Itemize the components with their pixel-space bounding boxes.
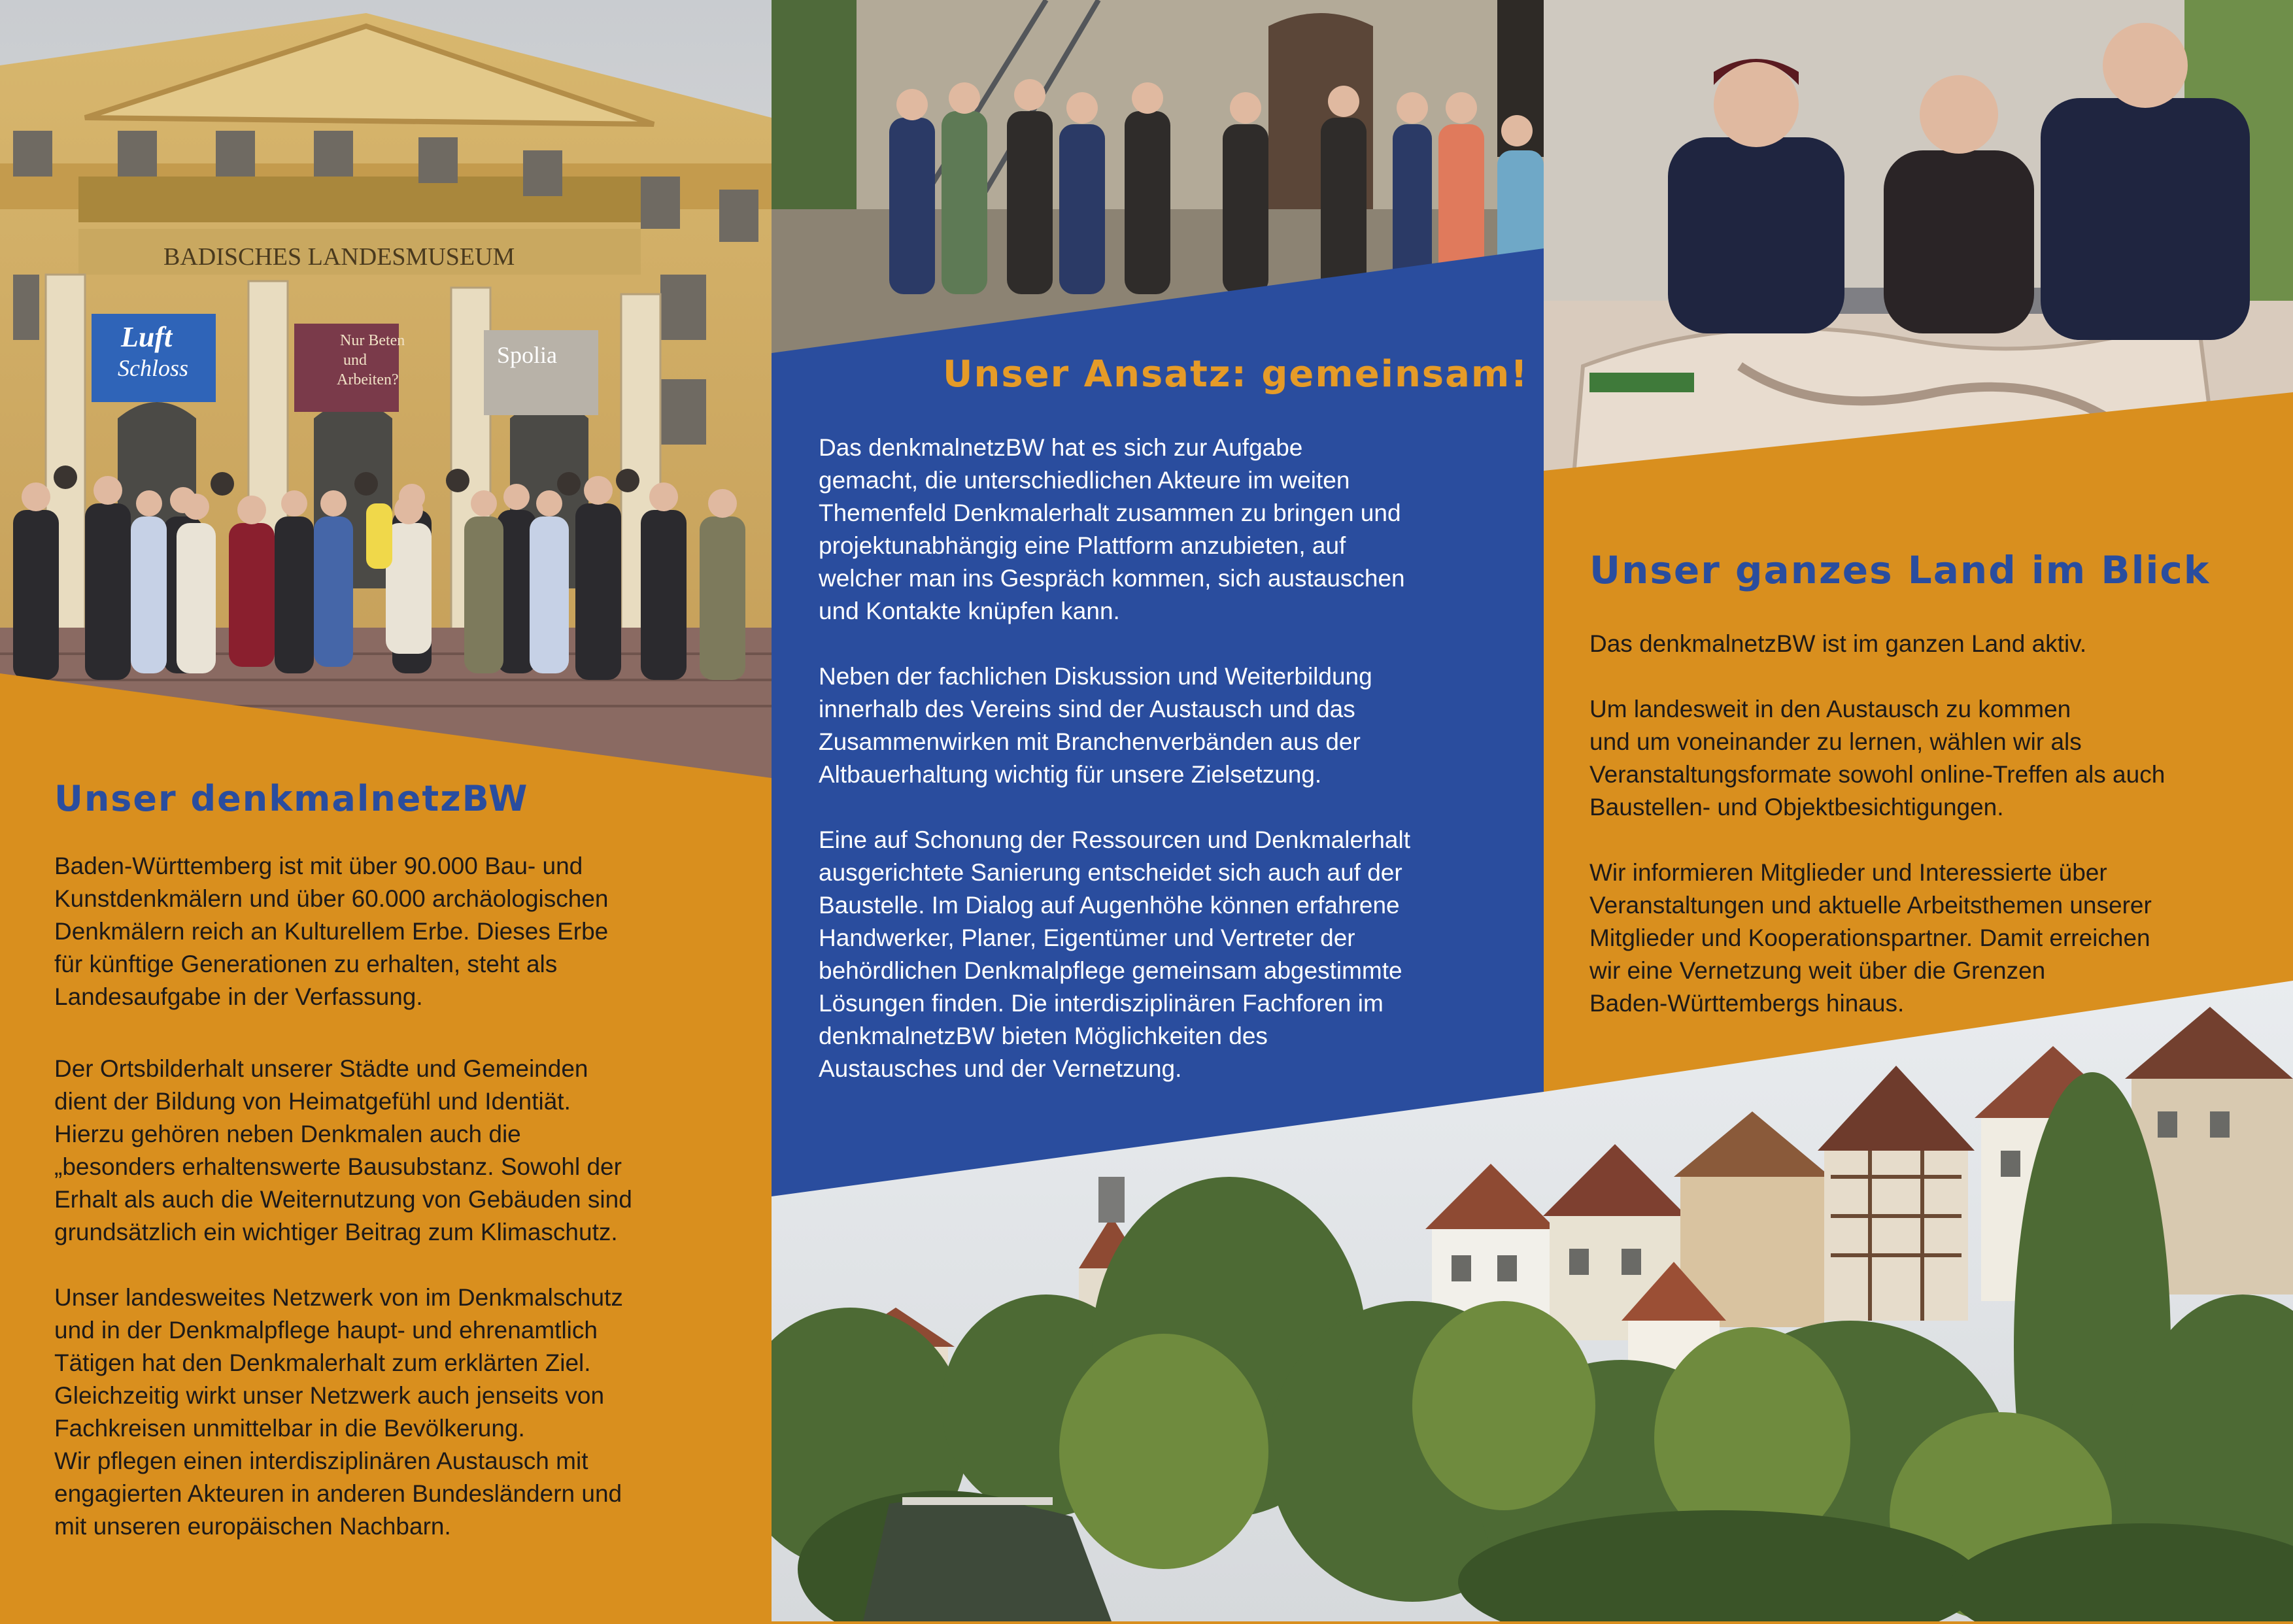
building-inscription: BADISCHES LANDESMUSEUM: [163, 243, 515, 271]
panel-left: [0, 0, 772, 1621]
heading-unser-ansatz: Unser Ansatz: gemeinsam!: [943, 353, 1529, 396]
banner-spolia: Spolia: [497, 342, 558, 368]
banner-luft: Luft: [121, 321, 173, 353]
middle-paragraph-2: Neben der fachlichen Diskussion und Weiterbildung innerhalb des Vereins sind der Austausch und das Zusammenwirken mit Branchenverbänden aus der Altbauerhaltung wichtig für unsere Zielsetzung.: [819, 663, 1372, 788]
photo-stonework: [1544, 0, 2293, 536]
middle-paragraph-3: Eine auf Schonung der Ressourcen und Denkmalerhalt ausgerichtete Sanierung entscheidet sich auch auf der Baustelle. Im Dialog auf Augenhöhe können erfahrene Handwerker, Planer, Eigentümer und Vertreter der behördlichen Denkmalpflege gemeinsam abgestimmte Lösungen finden. Die interdisziplinären Fachforen im denkmalnetzBW bieten Möglichkeiten des Austausches und der Vernetzung.: [819, 826, 1411, 1082]
banner-und: und: [343, 352, 367, 369]
left-paragraph-3: Unser landesweites Netzwerk von im Denkmalschutz und in der Denkmalpflege haupt- und ehrenamtlich Tätigen hat den Denkmalerhalt zum erklärten Ziel. Gleichzeitig wirkt unser Netzwerk auch jenseits von Fachkreisen unmittelbar in die Bevölkerung. Wir pflegen einen interdisziplinären Austausch mit engagierten Akteuren in anderen Bundesländern und mit unseren europäischen Nachbarn.: [54, 1284, 623, 1540]
left-paragraph-2: Der Ortsbilderhalt unserer Städte und Gemeinden dient der Bildung von Heimatgefühl und Identiät. Hierzu gehören neben Denkmalen auch die „besonders erhaltenswerte Bausubstanz. Sowohl der Erhalt als auch die Weiternutzung von Gebäuden sind grundsätzlich ein wichtiger Beitrag zum Klimaschutz.: [54, 1055, 632, 1245]
heading-unser-denkmalnetz: Unser denkmalnetzBW: [54, 778, 529, 819]
banner-arbeiten: Arbeiten?: [337, 371, 399, 388]
right-paragraph-2: Um landesweit in den Austausch zu kommen und um voneinander zu lernen, wählen wir als Veranstaltungsformate sowohl online-Treffen als auch Baustellen- und Objektbesichtigungen.: [1589, 696, 2166, 820]
left-paragraph-1: Baden-Württemberg ist mit über 90.000 Bau- und Kunstdenkmälern und über 60.000 archäologischen Denkmälern reich an Kulturellem Erbe. Dieses Erbe für künftige Generationen zu erhalten, steht als Landesaufgabe in der Verfassung.: [54, 853, 609, 1010]
banner-schloss: Schloss: [118, 355, 188, 381]
photo-museum-group: [0, 0, 772, 791]
right-paragraph-3: Wir informieren Mitglieder und Interessierte über Veranstaltungen und aktuelle Arbeitsthemen unserer Mitglieder und Kooperationspartner. Damit erreichen wir eine Vernetzung weit über die Grenzen Baden-Württembergs hinaus.: [1589, 859, 2152, 1017]
heading-unser-ganzes-land: Unser ganzes Land im Blick: [1589, 548, 2211, 592]
middle-paragraph-1: Das denkmalnetzBW hat es sich zur Aufgabe gemacht, die unterschiedlichen Akteure im weiten Themenfeld Denkmalerhalt zusammen zu bringen und projektunabhängig eine Plattform anzubieten, auf welcher man ins Gespräch kommen, sich austauschen und Kontakte knüpfen kann.: [819, 434, 1405, 624]
banner-nur-beten: Nur Beten: [340, 332, 405, 349]
right-paragraph-1: Das denkmalnetzBW ist im ganzen Land aktiv.: [1589, 630, 2087, 657]
